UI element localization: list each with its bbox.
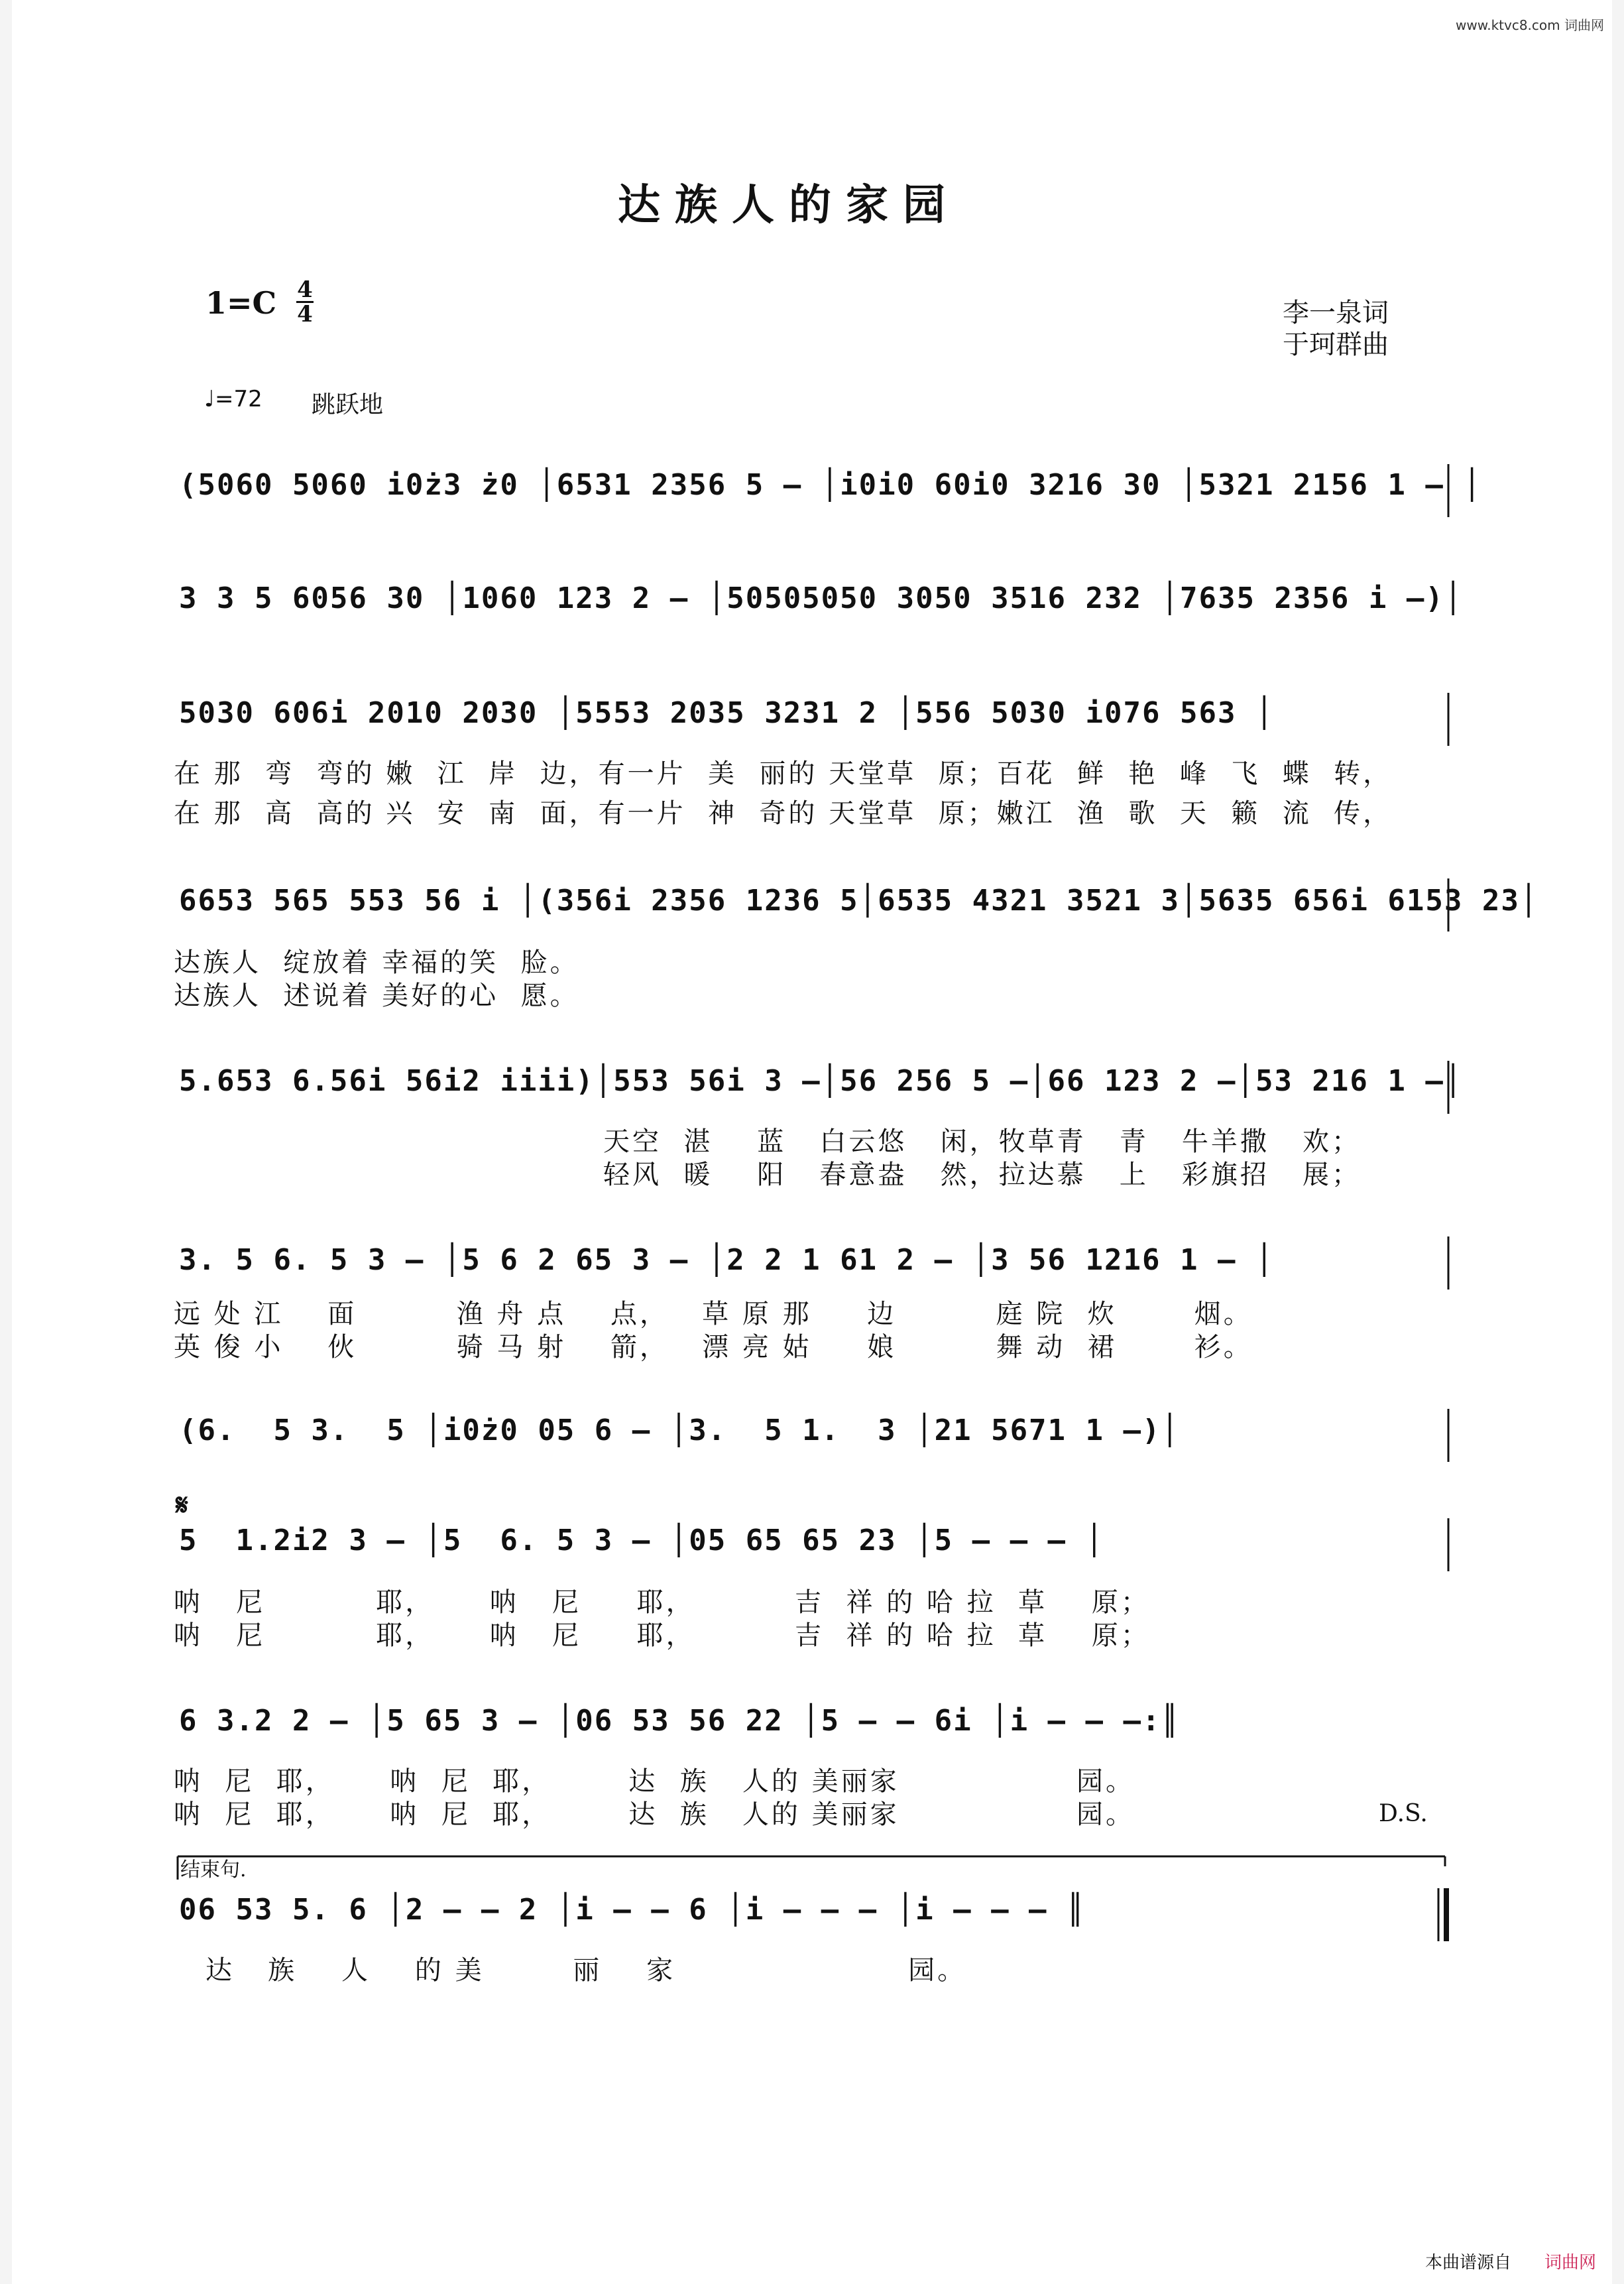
time-signature-top: 4 [297,276,313,303]
expression-marking: 跳跃地 [312,391,384,418]
time-signature-bottom: 4 [297,301,313,328]
system-8-lyric-2: 呐 尼 耶， 呐 尼 耶， 吉 祥 的 哈 拉 草 原； [174,1620,1150,1651]
system-7-notes: (6. 5 3. 5 │i0ż0 05 6 – │3. 5 1. 3 │21 5671 1 –)│ [179,1413,1180,1447]
tempo-marking: ♩=72 [204,386,262,412]
system-8-notes: 5 1.2i2 3 – │5 6. 5 3 – │05 65 65 23 │5 – – – │ [179,1524,1105,1557]
composer-credit: 于珂群曲 [1283,330,1389,360]
ending-label: 结束句. [180,1858,247,1882]
footer-site-link[interactable]: 词曲网 [1544,2253,1596,2273]
system-6-lyric-2: 英 俊 小 伙 骑 马 射 箭， 漂 亮 姑 娘 舞 动 裙 衫。 [174,1332,1253,1362]
system-9-notes: 6 3.2 2 – │5 65 3 – │06 53 56 22 │5 – – 6i │i – – –:║ [179,1704,1180,1738]
segno-sign: 𝄋 [176,1488,188,1522]
system-10-lyric-1: 达 族 人 的 美 丽 家 园。 [205,1955,967,1986]
key-signature: 1=C [205,285,277,321]
system-5-lyric-2: 轻风 暖 阳 春意盎 然，拉达慕 上 彩旗招 展； [603,1160,1362,1190]
system-5-notes: 5.653 6.56i 56i2 iiii)│553 56i 3 –│56 256 5 –│66 123 2 –│53 216 1 –│ [179,1064,1464,1098]
system-8-lyric-1: 呐 尼 耶， 呐 尼 耶， 吉 祥 的 哈 拉 草 原； [174,1587,1150,1618]
system-5-lyric-1: 天空 湛 蓝 白云悠 闲，牧草青 青 牛羊撒 欢； [603,1126,1362,1157]
dal-segno-mark: D.S. [1379,1800,1428,1827]
system-4-lyric-1: 达族人 绽放着 幸福的笑 脸。 [174,947,579,978]
lyricist-credit: 李一泉词 [1283,298,1389,328]
system-2-notes: 3 3 5 6056 30 │1060 123 2 – │50505050 3050 3516 232 │7635 2356 i –)│ [179,581,1464,615]
system-9-lyric-2: 呐 尼 耶， 呐 尼 耶， 达 族 人的 美丽家 园。 [174,1799,1135,1830]
system-6-notes: 3. 5 6. 5 3 – │5 6 2 65 3 – │2 2 1 61 2 – │3 56 1216 1 – │ [179,1243,1275,1277]
system-3-notes: 5030 606i 2010 2030 │5553 2035 3231 2 │556 5030 i076 563 │ [179,696,1275,730]
system-3-lyric-2: 在 那 高 高的 兴 安 南 面，有一片 神 奇的 天堂草 原；嫩江 渔 歌 天 籁 流 传， [174,798,1393,829]
system-6-lyric-1: 远 处 江 面 渔 舟 点 点， 草 原 那 边 庭 院 炊 烟。 [174,1299,1253,1329]
song-title: 达族人的家园 [618,180,960,230]
system-4-lyric-2: 达族人 述说着 美好的心 愿。 [174,981,579,1011]
system-1-notes: (5060 5060 i0ż3 ż0 │6531 2356 5 – │i0i0 60i0 3216 30 │5321 2156 1 – │ [179,468,1482,502]
site-watermark-top[interactable]: www.ktvc8.com 词曲网 [1455,17,1604,33]
footer-source-text: 本曲谱源自 [1424,2253,1511,2273]
system-4-notes: 6653 565 553 56 i │(356i 2356 1236 5│6535 4321 3521 3│5635 656i 6153 23│ [179,884,1539,918]
system-3-lyric-1: 在 那 弯 弯的 嫩 江 岸 边，有一片 美 丽的 天堂草 原；百花 鲜 艳 峰 飞 蝶 转， [174,758,1393,789]
system-9-lyric-1: 呐 尼 耶， 呐 尼 耶， 达 族 人的 美丽家 园。 [174,1766,1135,1797]
system-10-notes: 06 53 5. 6 │2 – – 2 │i – – 6 │i – – – │i – – – ║ [179,1893,1086,1927]
